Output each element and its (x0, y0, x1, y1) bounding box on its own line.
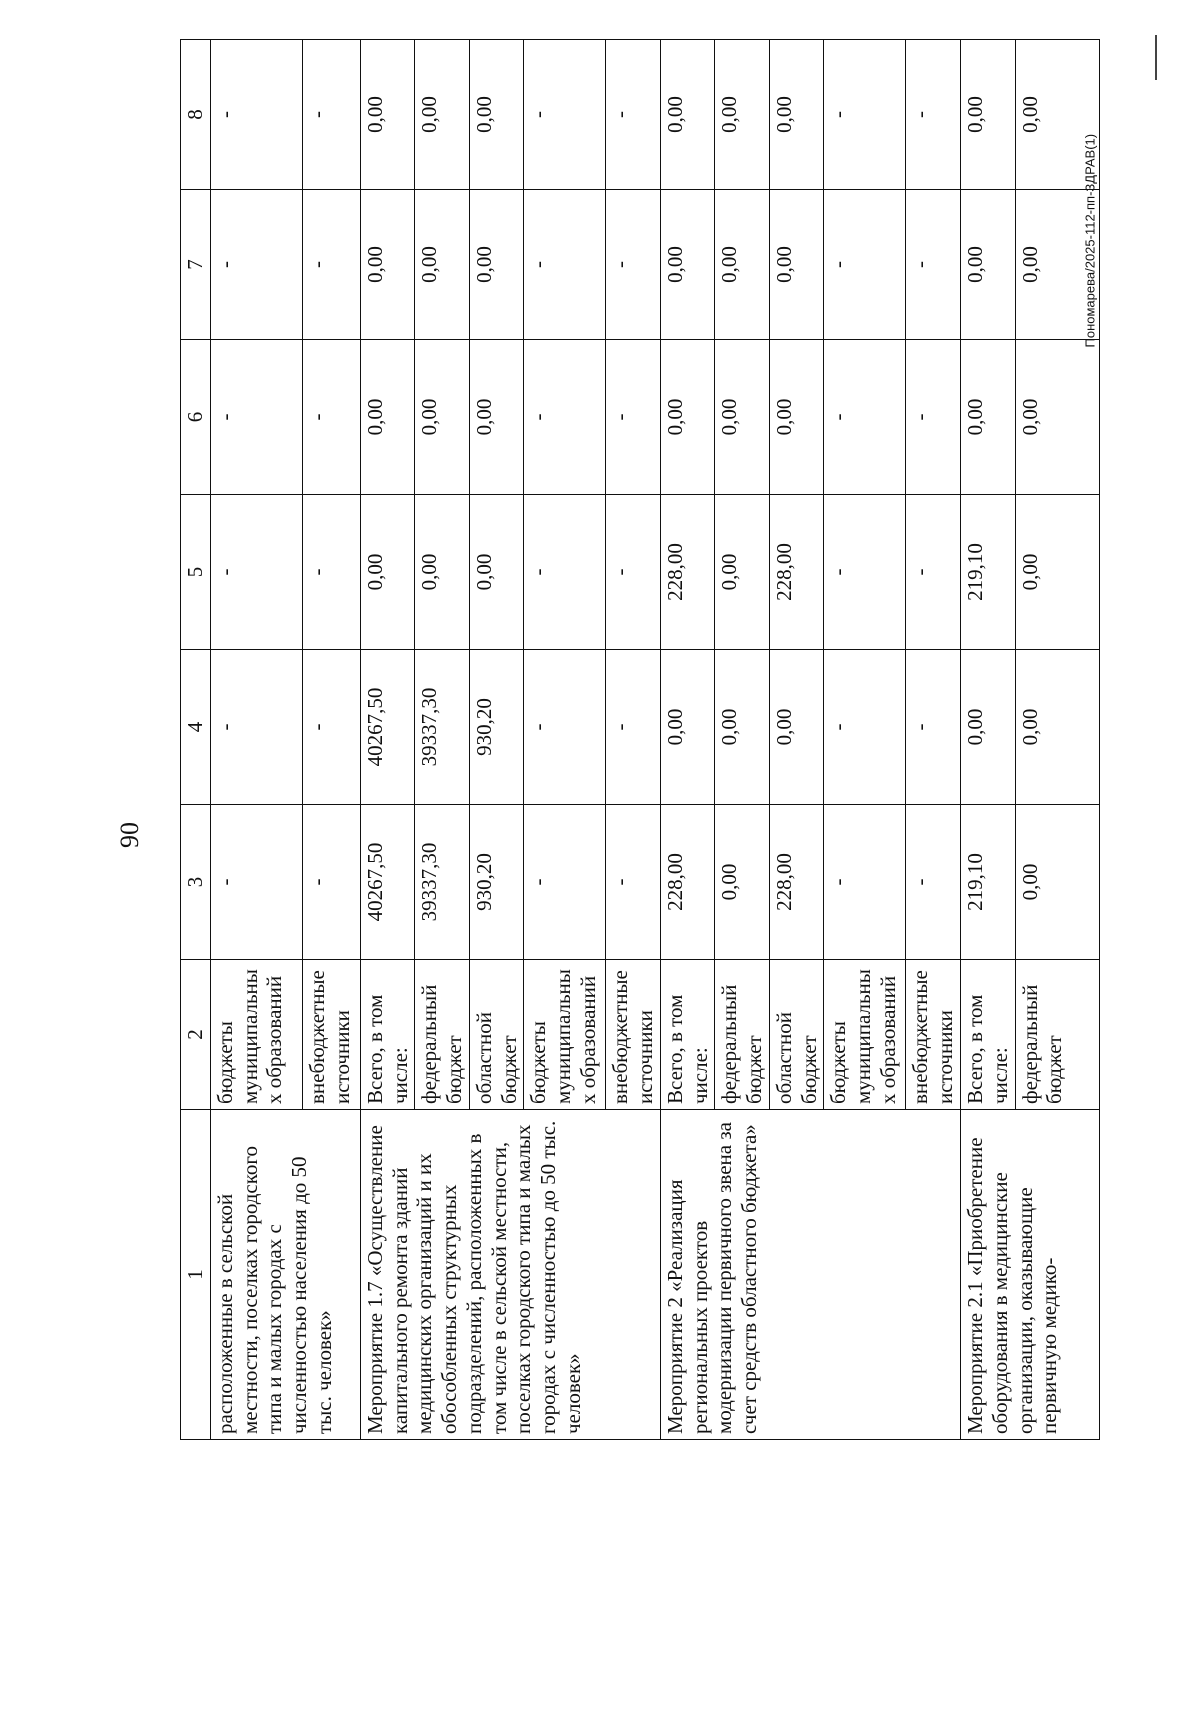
value-cell: - (824, 340, 906, 495)
header-cell: 8 (181, 40, 211, 190)
value-cell: 0,00 (360, 190, 415, 340)
value-cell: 0,00 (1015, 495, 1099, 650)
value-cell: 930,20 (469, 805, 524, 960)
margin-mark (1155, 35, 1157, 80)
source-cell: областной бюджет (769, 960, 824, 1110)
value-cell: - (524, 40, 606, 190)
source-cell: бюджеты муниципальных образований (524, 960, 606, 1110)
value-cell: - (906, 805, 961, 960)
value-cell: - (302, 340, 360, 495)
value-cell: - (606, 805, 661, 960)
header-cell: 4 (181, 650, 211, 805)
header-cell: 6 (181, 340, 211, 495)
source-cell: внебюджетные источники (302, 960, 360, 1110)
value-cell: - (606, 495, 661, 650)
value-cell: - (210, 40, 302, 190)
header-cell: 1 (181, 1110, 211, 1440)
value-cell: 0,00 (360, 340, 415, 495)
table-row (961, 40, 1016, 1440)
header-cell: 2 (181, 960, 211, 1110)
value-cell: 0,00 (769, 40, 824, 190)
value-cell: 0,00 (1015, 650, 1099, 805)
value-cell: - (824, 495, 906, 650)
value-cell: - (824, 650, 906, 805)
budget-table (180, 39, 1100, 1440)
value-cell: 40267,50 (360, 805, 415, 960)
value-cell: 0,00 (961, 340, 1016, 495)
value-cell: 0,00 (1015, 340, 1099, 495)
event-cell: расположенные в сельской местности, поселках городского типа и малых городах с численностью населения до 50 тыс. человек» (210, 1110, 360, 1440)
value-cell: 0,00 (360, 40, 415, 190)
value-cell: - (606, 340, 661, 495)
value-cell: 0,00 (469, 40, 524, 190)
value-cell: - (302, 40, 360, 190)
value-cell: - (824, 805, 906, 960)
source-cell: Всего, в том числе: (360, 960, 415, 1110)
value-cell: 0,00 (415, 495, 470, 650)
value-cell: - (606, 190, 661, 340)
value-cell: 0,00 (715, 40, 770, 190)
source-cell: бюджеты муниципальных образований (824, 960, 906, 1110)
value-cell: 228,00 (769, 805, 824, 960)
event-cell: Мероприятие 2 «Реализация региональных проектов модернизации первичного звена за счет средств областного бюджета» (660, 1110, 960, 1440)
value-cell: - (210, 495, 302, 650)
value-cell: - (210, 340, 302, 495)
value-cell: 0,00 (715, 805, 770, 960)
value-cell: 0,00 (469, 190, 524, 340)
value-cell: 228,00 (660, 495, 715, 650)
value-cell: - (906, 650, 961, 805)
value-cell: 0,00 (961, 650, 1016, 805)
value-cell: 930,20 (469, 650, 524, 805)
value-cell: - (906, 495, 961, 650)
value-cell: 0,00 (769, 650, 824, 805)
value-cell: - (606, 650, 661, 805)
value-cell: 0,00 (715, 340, 770, 495)
event-cell: Мероприятие 2.1 «Приобретение оборудования в медицинские организации, оказывающие первичную медико- (961, 1110, 1100, 1440)
value-cell: 0,00 (415, 40, 470, 190)
value-cell: 39337,30 (415, 805, 470, 960)
value-cell: - (524, 495, 606, 650)
value-cell: 0,00 (715, 650, 770, 805)
source-cell: Всего, в том числе: (961, 960, 1016, 1110)
source-cell: внебюджетные источники (906, 960, 961, 1110)
value-cell: - (210, 650, 302, 805)
value-cell: - (210, 805, 302, 960)
value-cell: 0,00 (715, 495, 770, 650)
header-cell: 7 (181, 190, 211, 340)
value-cell: 0,00 (660, 40, 715, 190)
value-cell: - (524, 340, 606, 495)
source-cell: федеральный бюджет (415, 960, 470, 1110)
table-row (360, 40, 415, 1440)
source-cell: областной бюджет (469, 960, 524, 1110)
rotated-table-container (180, 40, 1100, 1440)
value-cell: 40267,50 (360, 650, 415, 805)
footer-document-code: Пономарева/2025-112-пп-ЗДРАВ(1) (1082, 133, 1098, 348)
header-cell: 5 (181, 495, 211, 650)
value-cell: - (302, 650, 360, 805)
value-cell: 0,00 (769, 340, 824, 495)
value-cell: 39337,30 (415, 650, 470, 805)
value-cell: - (606, 40, 661, 190)
value-cell: 0,00 (415, 340, 470, 495)
header-cell: 3 (181, 805, 211, 960)
value-cell: 0,00 (1015, 40, 1099, 190)
event-cell: Мероприятие 1.7 «Осуществление капитального ремонта зданий медицинских организаций и их обособленных структурных подразделений, расположенных в том числе в сельской местности, поселках городского типа и малых городах с численностью до 50 тыс. человек» (360, 1110, 660, 1440)
source-cell: бюджеты муниципальных образований (210, 960, 302, 1110)
source-cell: Всего, в том числе: (660, 960, 715, 1110)
source-cell: федеральный бюджет (1015, 960, 1099, 1110)
value-cell: 0,00 (469, 340, 524, 495)
source-cell: федеральный бюджет (715, 960, 770, 1110)
value-cell: 0,00 (469, 495, 524, 650)
source-cell: внебюджетные источники (606, 960, 661, 1110)
value-cell: 219,10 (961, 805, 1016, 960)
value-cell: 0,00 (360, 495, 415, 650)
value-cell: 0,00 (961, 40, 1016, 190)
value-cell: - (302, 805, 360, 960)
value-cell: 0,00 (715, 190, 770, 340)
value-cell: - (302, 190, 360, 340)
value-cell: 0,00 (660, 190, 715, 340)
value-cell: 0,00 (961, 190, 1016, 340)
value-cell: - (906, 40, 961, 190)
header-row (181, 40, 211, 1440)
value-cell: - (906, 340, 961, 495)
value-cell: - (824, 190, 906, 340)
value-cell: - (210, 190, 302, 340)
value-cell: 228,00 (769, 495, 824, 650)
value-cell: 0,00 (1015, 805, 1099, 960)
value-cell: - (524, 805, 606, 960)
value-cell: - (906, 190, 961, 340)
value-cell: 0,00 (660, 340, 715, 495)
value-cell: 228,00 (660, 805, 715, 960)
value-cell: 219,10 (961, 495, 1016, 650)
value-cell: 0,00 (1015, 190, 1099, 340)
value-cell: - (524, 650, 606, 805)
value-cell: - (524, 190, 606, 340)
table-row (210, 40, 302, 1440)
value-cell: - (302, 495, 360, 650)
value-cell: 0,00 (660, 650, 715, 805)
value-cell: 0,00 (769, 190, 824, 340)
value-cell: - (824, 40, 906, 190)
value-cell: 0,00 (415, 190, 470, 340)
page-number: 90 (115, 822, 144, 848)
table-row (660, 40, 715, 1440)
